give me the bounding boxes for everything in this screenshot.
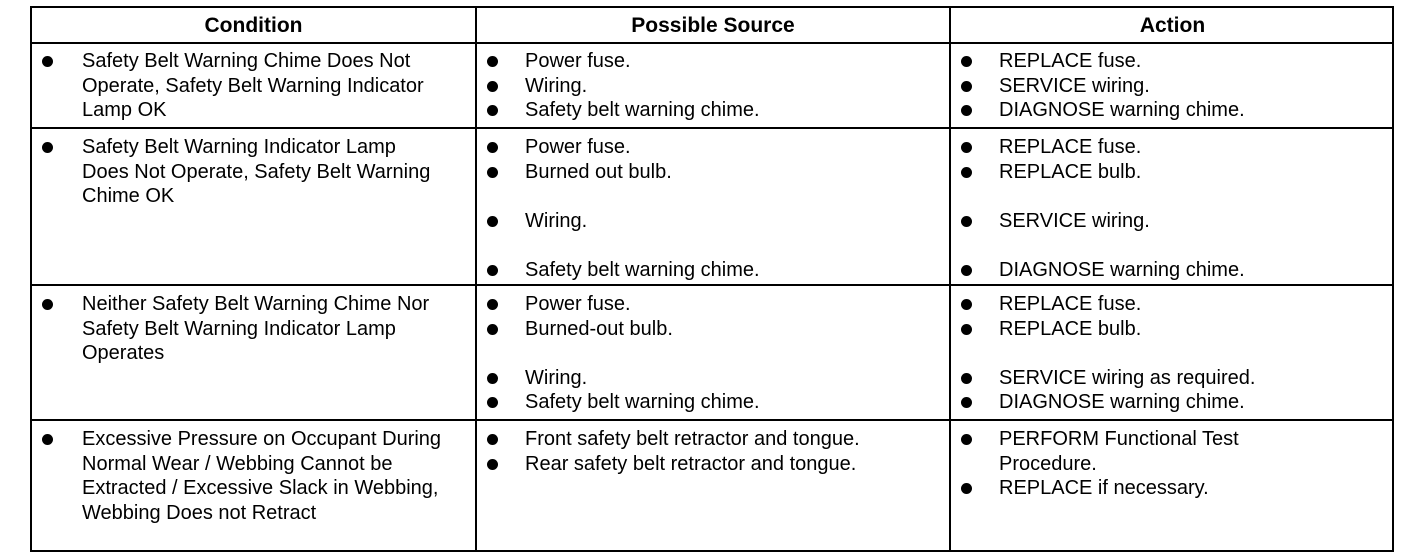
table-row-2-sources xyxy=(477,135,949,282)
condition-text: Neither Safety Belt Warning Chime Nor Safety Belt Warning Indicator Lamp Operates xyxy=(82,293,430,364)
bullet-icon xyxy=(961,167,972,178)
action-text: DIAGNOSE warning chime. xyxy=(999,391,1245,413)
bullet-icon xyxy=(487,373,498,384)
bullet-icon xyxy=(487,56,498,67)
bullet-icon xyxy=(487,459,498,470)
bullet-icon xyxy=(961,216,972,227)
table-row-1-sources xyxy=(477,49,949,123)
diagnosis-table xyxy=(30,6,1394,552)
action-text: SERVICE wiring. xyxy=(999,209,1150,232)
table-row-4-condition xyxy=(32,427,475,525)
bullet-icon xyxy=(961,81,972,92)
bullet-icon xyxy=(487,142,498,153)
table-row-1-condition xyxy=(32,49,475,123)
source-text: Wiring. xyxy=(525,209,588,232)
bullet-icon xyxy=(487,434,498,445)
source-text: Power fuse. xyxy=(525,50,631,72)
source-text: Burned out bulb. xyxy=(525,160,672,183)
table-row-3-sources xyxy=(477,292,949,415)
bullet-icon xyxy=(42,142,53,153)
action-text: REPLACE fuse. xyxy=(999,293,1142,315)
condition-text: Excessive Pressure on Occupant During Normal Wear / Webbing Cannot be Extracted / Excessive Slack in Webbing, Webbing Does not Retract xyxy=(82,428,442,524)
action-text: PERFORM Functional Test Procedure. xyxy=(999,428,1239,475)
header-condition: Condition xyxy=(204,13,303,37)
source-text: Power fuse. xyxy=(525,136,631,158)
table-row-2-condition xyxy=(32,135,475,209)
bullet-icon xyxy=(961,397,972,408)
source-text: Safety belt warning chime. xyxy=(525,391,760,413)
bullet-icon xyxy=(961,56,972,67)
action-text: SERVICE wiring. xyxy=(999,74,1150,97)
source-text: Burned-out bulb. xyxy=(525,317,673,340)
bullet-icon xyxy=(42,56,53,67)
table-row-3-condition xyxy=(32,292,475,366)
source-text: Wiring. xyxy=(525,74,588,97)
source-text: Wiring. xyxy=(525,366,588,389)
action-text: DIAGNOSE warning chime. xyxy=(999,258,1245,281)
bullet-icon xyxy=(487,105,498,116)
bullet-icon xyxy=(487,299,498,310)
table-row-4-actions xyxy=(951,427,1394,501)
row-divider xyxy=(32,284,1392,286)
table-row-3-actions xyxy=(951,292,1394,415)
bullet-icon xyxy=(961,483,972,494)
table-row-4-sources xyxy=(477,427,949,476)
bullet-icon xyxy=(961,142,972,153)
action-text: REPLACE bulb. xyxy=(999,160,1142,183)
action-text: REPLACE if necessary. xyxy=(999,477,1209,499)
bullet-icon xyxy=(487,265,498,276)
bullet-icon xyxy=(961,434,972,445)
row-divider xyxy=(32,127,1392,129)
bullet-icon xyxy=(42,434,53,445)
condition-text: Safety Belt Warning Indicator Lamp Does Not Operate, Safety Belt Warning Chime OK xyxy=(82,136,431,207)
source-text: Front safety belt retractor and tongue. xyxy=(525,428,860,450)
bullet-icon xyxy=(42,299,53,310)
bullet-icon xyxy=(487,216,498,227)
bullet-icon xyxy=(961,265,972,276)
header-possible-source: Possible Source xyxy=(631,13,795,37)
bullet-icon xyxy=(487,167,498,178)
bullet-icon xyxy=(961,373,972,384)
bullet-icon xyxy=(961,324,972,335)
action-text: REPLACE fuse. xyxy=(999,50,1142,72)
action-text: REPLACE fuse. xyxy=(999,136,1142,158)
source-text: Safety belt warning chime. xyxy=(525,99,760,121)
source-text: Power fuse. xyxy=(525,293,631,315)
source-text: Rear safety belt retractor and tongue. xyxy=(525,452,857,475)
table-row-2-actions xyxy=(951,135,1394,282)
table-row-1-actions xyxy=(951,49,1394,123)
bullet-icon xyxy=(487,397,498,408)
bullet-icon xyxy=(961,105,972,116)
bullet-icon xyxy=(487,324,498,335)
condition-text: Safety Belt Warning Chime Does Not Operate, Safety Belt Warning Indicator Lamp OK xyxy=(82,50,424,121)
action-text: SERVICE wiring as required. xyxy=(999,366,1256,389)
bullet-icon xyxy=(961,299,972,310)
header-action: Action xyxy=(1139,13,1206,37)
row-divider xyxy=(32,419,1392,421)
action-text: DIAGNOSE warning chime. xyxy=(999,99,1245,121)
action-text: REPLACE bulb. xyxy=(999,317,1142,340)
bullet-icon xyxy=(487,81,498,92)
source-text: Safety belt warning chime. xyxy=(525,258,760,281)
